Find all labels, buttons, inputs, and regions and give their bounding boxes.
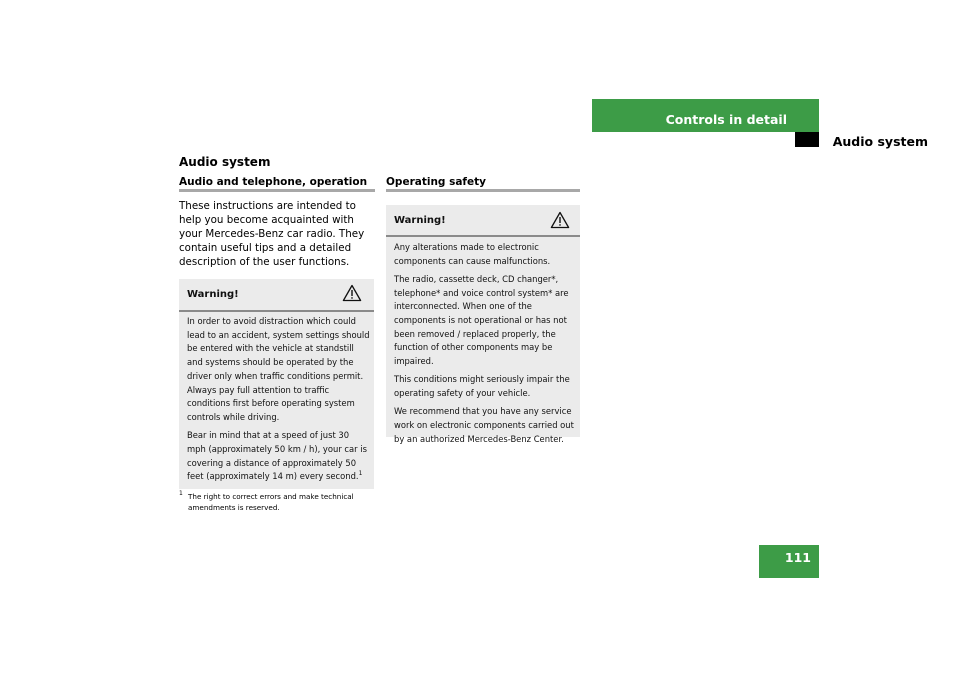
warning-paragraph: We recommend that you have any service work on electronic components carried out by an authorized Mercedes-Benz Center. (394, 406, 574, 444)
warning-divider (179, 310, 374, 312)
footnote-mark: 1 (179, 490, 183, 497)
warning-text (394, 241, 576, 451)
warning-triangle-icon (342, 284, 362, 302)
warning-box-distraction (179, 279, 374, 489)
footnote-reference: 1 (358, 470, 363, 478)
section-title: Audio system (832, 134, 928, 149)
warning-triangle-icon (550, 211, 570, 229)
warning-box-operating-safety (386, 205, 580, 444)
warning-divider (386, 235, 580, 237)
warning-label: Warning! (394, 215, 446, 226)
footnote-text: The right to correct errors and make technical amendments is reserved. (188, 492, 354, 512)
heading-operating-safety: Operating safety (386, 176, 486, 188)
warning-text (187, 315, 370, 488)
warning-paragraph: Any alterations made to electronic components can cause malfunctions. (394, 242, 551, 266)
warning-paragraph: Bear in mind that at a speed of just 30 mph (approximately 50 km / h), your car is covering a distance of approximately 50 feet (approximately 14 m) every second.$^1$ (187, 430, 367, 482)
footnote (179, 491, 375, 513)
warning-paragraph: This conditions might seriously impair the operating safety of your vehicle. (394, 374, 570, 399)
chapter-header-band (592, 99, 819, 132)
heading-rule-right (386, 189, 580, 192)
warning-paragraph: In order to avoid distraction which could lead to an accident, system settings should be entered with the vehicle at standstill and systems should be operated by the driver only when traffic conditions permit. Always pay full attention to traffic conditions first before operating system controls while driving. (187, 316, 370, 422)
page-number-box (759, 545, 819, 578)
page-title: Audio system (179, 155, 271, 169)
heading-audio-telephone: Audio and telephone, operation (179, 176, 368, 188)
warning-paragraph: The radio, cassette deck, CD changer*, telephone* and voice control system* are interconnected. When one of the components is not operational or has not been removed / replaced properly, the function of other components may be impaired. (394, 273, 569, 367)
chapter-title: Controls in detail (665, 112, 787, 127)
section-tab-marker (795, 132, 819, 147)
page-number: 111 (784, 550, 811, 565)
intro-paragraph: These instructions are intended to help you become acquainted with your Mercedes-Benz car radio. They contain useful tips and a detailed description of the user functions. (179, 200, 365, 268)
heading-rule-left (179, 189, 375, 192)
warning-label: Warning! (187, 289, 239, 300)
